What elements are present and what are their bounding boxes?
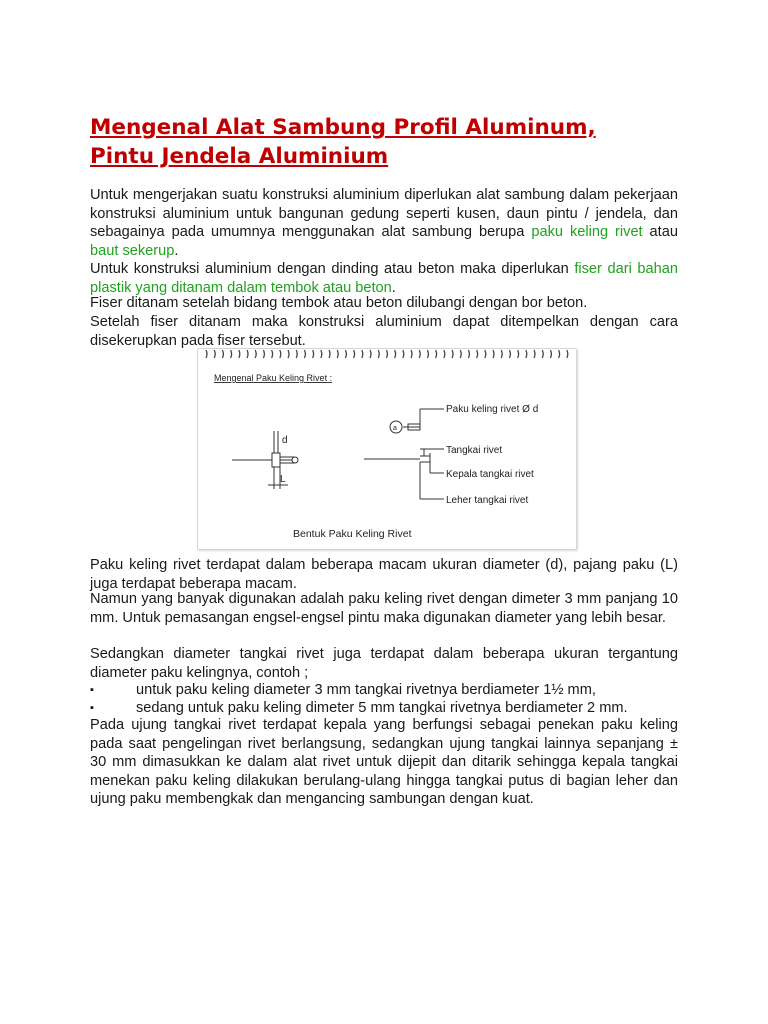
spiral-ring — [526, 350, 527, 358]
title-line-1: Mengenal Alat Sambung Profil Aluminum, — [90, 115, 596, 140]
spiral-ring — [534, 350, 535, 358]
label-d: d — [282, 435, 288, 446]
spiral-ring — [386, 350, 387, 358]
intro-paragraph-3: Fiser ditanam setelah bidang tembok atau beton dilubangi dengan bor beton. — [90, 295, 588, 311]
label-circle: a — [393, 425, 397, 432]
label-tangkai-rivet: Tangkai rivet — [446, 445, 503, 456]
spiral-ring — [501, 350, 502, 358]
spiral-ring — [559, 350, 560, 358]
spiral-ring — [231, 350, 232, 358]
spiral-ring — [493, 350, 494, 358]
rivet-diagram — [198, 349, 576, 549]
intro-p2-text: Untuk konstruksi aluminium dengan dinding atau beton maka diperlukan — [90, 261, 575, 277]
spiral-ring — [345, 350, 346, 358]
intro-paragraph-4: Setelah fiser ditanam maka konstruksi aluminium dapat ditempelkan dengan cara disekerupkan pada fiser tersebut. — [90, 314, 678, 349]
rivet-figure — [197, 348, 577, 550]
spiral-ring — [296, 350, 297, 358]
spiral-ring — [550, 350, 551, 358]
spiral-ring — [542, 350, 543, 358]
spiral-ring — [518, 350, 519, 358]
spiral-ring — [329, 350, 330, 358]
spiral-ring — [427, 350, 428, 358]
spiral-ring — [468, 350, 469, 358]
intro-p1-text: Untuk mengerjakan suatu konstruksi aluminium diperlukan alat sambung dalam pekerjaan konstruksi aluminium untuk bangunan gedung seperti kusen, daun pintu / jendela, dan sebagainya pada umumnya menggunakan alat sambung berupa — [90, 187, 678, 240]
spiral-ring — [206, 350, 207, 358]
spiral-ring — [403, 350, 404, 358]
intro-paragraph-1 — [90, 186, 678, 260]
spiral-ring — [337, 350, 338, 358]
list-item-text: sedang untuk paku keling dimeter 5 mm tangkai rivetnya berdiameter 2 mm. — [136, 700, 628, 716]
page-title — [90, 113, 690, 171]
spiral-ring — [239, 350, 240, 358]
label-kepala-tangkai: Kepala tangkai rivet — [446, 469, 534, 480]
spiral-ring — [436, 350, 437, 358]
figure-caption: Bentuk Paku Keling Rivet — [293, 528, 412, 540]
details-paragraph-3: Sedangkan diameter tangkai rivet juga terdapat dalam beberapa ukuran tergantung diameter paku kelingnya, contoh ; — [90, 646, 678, 681]
figure-heading: Mengenal Paku Keling Rivet : — [214, 373, 333, 383]
intro-p1-end: . — [174, 242, 179, 259]
spiral-ring — [452, 350, 453, 358]
rivet-right-drawing — [364, 409, 444, 499]
label-L: L — [280, 474, 286, 485]
list-item-text: untuk paku keling diameter 3 mm tangkai rivetnya berdiameter 1½ mm, — [136, 682, 596, 698]
spiral-ring — [411, 350, 412, 358]
spiral-ring — [247, 350, 248, 358]
spiral-ring — [567, 350, 568, 358]
details-paragraph-2: Namun yang banyak digunakan adalah paku keling rivet dengan dimeter 3 mm panjang 10 mm. Untuk pemasangan engsel-engsel pintu maka digunakan diameter yang lebih besar. — [90, 591, 678, 626]
bullet-icon: ▪ — [90, 684, 94, 696]
spiral-ring — [485, 350, 486, 358]
spiral-ring — [419, 350, 420, 358]
highlight-fiser: fiser dari bahan plastik yang ditanam dalam tembok atau beton — [90, 261, 678, 296]
list-item — [90, 699, 678, 717]
spiral-ring — [509, 350, 510, 358]
spiral-ring — [214, 350, 215, 358]
intro-paragraph-2 — [90, 260, 678, 297]
intro-p2-end: . — [391, 279, 396, 296]
spiral-ring — [362, 350, 363, 358]
spiral-ring — [222, 350, 223, 358]
spiral-ring — [444, 350, 445, 358]
spiral-ring — [255, 350, 256, 358]
details-paragraph-4: Pada ujung tangkai rivet terdapat kepala yang berfungsi sebagai penekan paku keling pada saat pengelingan rivet berlangsung, sedangkan ujung tangkai lainnya sepanjang ± 30 mm dimasukkan ke dalam alat rivet untuk dijepit dan ditarik sehingga kepala tangkai menekan paku keling dilakukan berulang-ulang hingga tangkai putus di bagian leher dan ujung paku membengkak dan mengancing sambungan dengan kuat. — [90, 717, 678, 807]
spiral-ring — [280, 350, 281, 358]
spiral-binding — [206, 350, 568, 358]
label-leher-tangkai: Leher tangkai rivet — [446, 495, 529, 506]
intro-p1-mid: atau — [642, 224, 678, 240]
spiral-ring — [477, 350, 478, 358]
spiral-ring — [321, 350, 322, 358]
title-line-2: Pintu Jendela Aluminium — [90, 144, 389, 169]
rivet-left-drawing — [232, 431, 298, 489]
label-paku-keling: Paku keling rivet Ø d — [446, 404, 539, 415]
spiral-ring — [288, 350, 289, 358]
spiral-ring — [263, 350, 264, 358]
details-paragraph-1: Paku keling rivet terdapat dalam beberapa macam ukuran diameter (d), pajang paku (L) juga terdapat beberapa macam. — [90, 557, 678, 592]
highlight-paku-keling-rivet: paku keling rivet — [531, 224, 643, 240]
bullet-icon: ▪ — [90, 702, 94, 714]
spiral-ring — [378, 350, 379, 358]
spiral-ring — [304, 350, 305, 358]
spiral-ring — [313, 350, 314, 358]
highlight-baut-sekerup: baut sekerup — [90, 242, 175, 259]
spiral-ring — [354, 350, 355, 358]
spiral-ring — [395, 350, 396, 358]
list-item — [90, 681, 678, 699]
spiral-ring — [460, 350, 461, 358]
spiral-ring — [272, 350, 273, 358]
spiral-ring — [370, 350, 371, 358]
